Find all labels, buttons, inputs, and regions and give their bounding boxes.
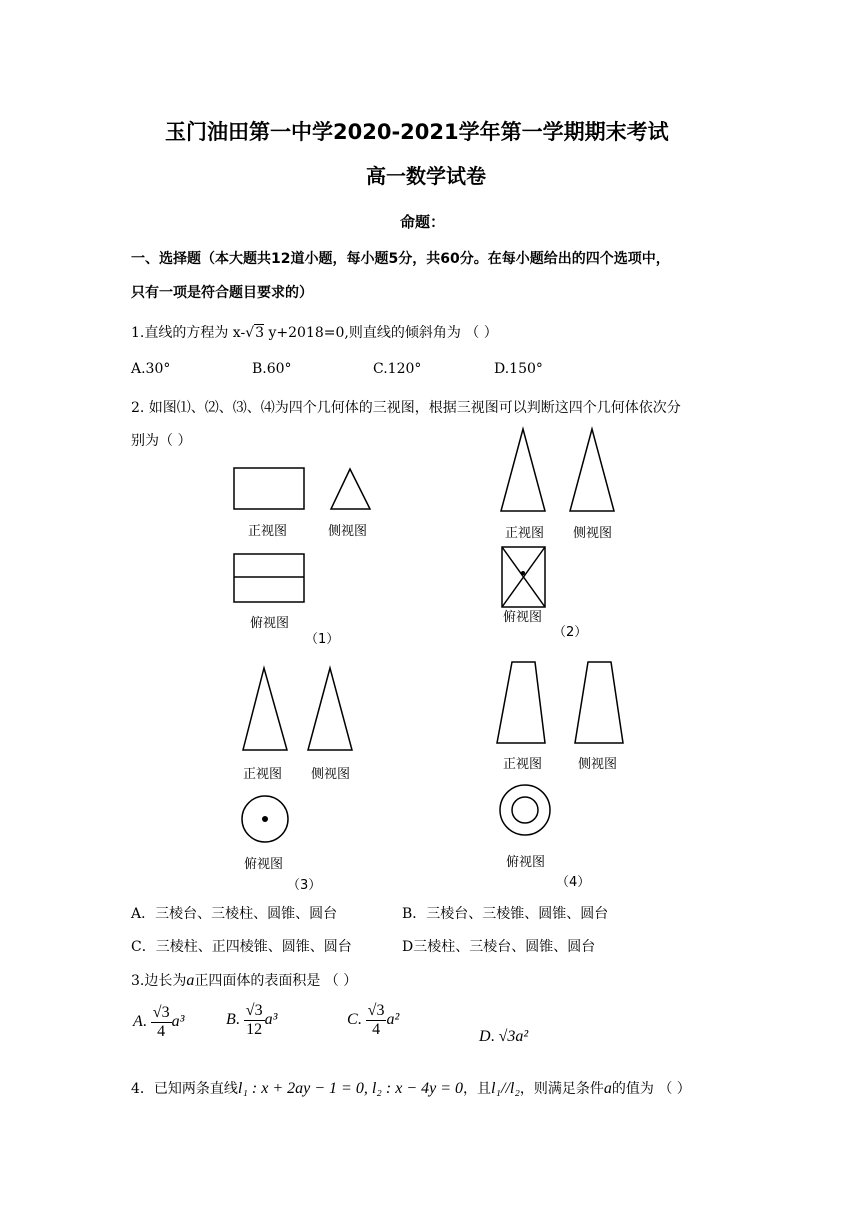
q2-option-d: D三棱柱、三棱台、圆锥、圆台 xyxy=(402,939,596,955)
fig1-front-view xyxy=(234,468,304,509)
fig2-side-view xyxy=(570,429,614,511)
q3-option-b: B. $\frac{√3}{12}$ a³ xyxy=(226,1002,278,1038)
q1-option-d: D.150° xyxy=(494,361,543,377)
fig2-side-label: 侧视图 xyxy=(573,526,613,541)
fig3-number: （3） xyxy=(287,878,322,893)
question-1-stem: 1.直线的方程为 x-√3 y+2018=0,则直线的倾斜角为 （ ） xyxy=(131,325,498,341)
fig1-top-view xyxy=(234,554,304,602)
q1-option-a: A.30° xyxy=(131,361,171,377)
fig4-front-label: 正视图 xyxy=(503,757,543,772)
fig3-top-view-center xyxy=(262,816,268,822)
question-2-stem-line1: 2. 如图⑴、⑵、⑶、⑷为四个几何体的三视图，根据三视图可以判断这四个几何体依次分 xyxy=(131,400,681,416)
fig1-side-label: 侧视图 xyxy=(328,524,368,539)
question-3-stem: 3.边长为a正四面体的表面积是 （ ） xyxy=(131,972,358,989)
fig4-number: （4） xyxy=(556,875,591,890)
q2-option-b: B．三棱台、三棱锥、圆锥、圆台 xyxy=(402,906,609,922)
fig1-number: （1） xyxy=(305,632,340,647)
fig2-front-view xyxy=(501,429,545,511)
fig1-front-label: 正视图 xyxy=(248,524,288,539)
fig4-top-label: 俯视图 xyxy=(506,855,546,870)
exam-title: 玉门油田第一中学2020-2021学年第一学期期末考试 xyxy=(165,120,669,144)
section-heading-line1: 一、选择题（本大题共12道小题，每小题5分，共60分。在每小题给出的四个选项中， xyxy=(131,251,670,267)
fig2-top-label: 俯视图 xyxy=(503,610,543,625)
question-2-stem-line2: 别为（ ） xyxy=(131,433,192,449)
exam-subtitle: 高一数学试卷 xyxy=(366,164,486,188)
author-label: 命题： xyxy=(400,213,446,231)
fig3-side-view xyxy=(308,668,352,750)
q1-option-c: C.120° xyxy=(373,361,422,377)
fig1-side-view xyxy=(331,469,370,509)
fig4-top-view-outer xyxy=(500,785,550,835)
fig4-side-label: 侧视图 xyxy=(578,757,618,772)
q1-option-b: B.60° xyxy=(252,361,292,377)
q3-option-d: D. √3a² xyxy=(479,1028,529,1045)
fig4-top-view-inner xyxy=(512,797,538,823)
fig3-top-label: 俯视图 xyxy=(244,857,284,872)
fig2-number: （2） xyxy=(553,625,588,640)
q2-option-a: A．三棱台、三棱柱、圆锥、圆台 xyxy=(131,906,338,922)
fig1-top-label: 俯视图 xyxy=(250,616,290,631)
fig3-front-view xyxy=(243,668,287,750)
q2-option-c: C．三棱柱、正四棱锥、圆锥、圆台 xyxy=(131,939,352,955)
sqrt-3: √3 xyxy=(245,325,265,341)
fig4-side-view xyxy=(575,662,623,743)
fig4-front-view xyxy=(497,662,545,743)
fig3-side-label: 侧视图 xyxy=(311,767,351,782)
section-heading-line2: 只有一项是符合题目要求的） xyxy=(131,285,313,301)
fig2-top-view-center xyxy=(521,571,525,575)
question-4-stem: 4．已知两条直线l₁ : x + 2ay − 1 = 0, l₂ : x − 4y = 0，且l₁//l₂，则满足条件a的值为 （ ） xyxy=(131,1080,691,1097)
fig3-front-label: 正视图 xyxy=(243,767,283,782)
fig2-front-label: 正视图 xyxy=(505,526,545,541)
q3-option-a: A. $\frac{√3}{4}$ a³ xyxy=(133,1004,185,1040)
q3-option-c: C. $\frac{√3}{4}$ a² xyxy=(347,1002,400,1038)
